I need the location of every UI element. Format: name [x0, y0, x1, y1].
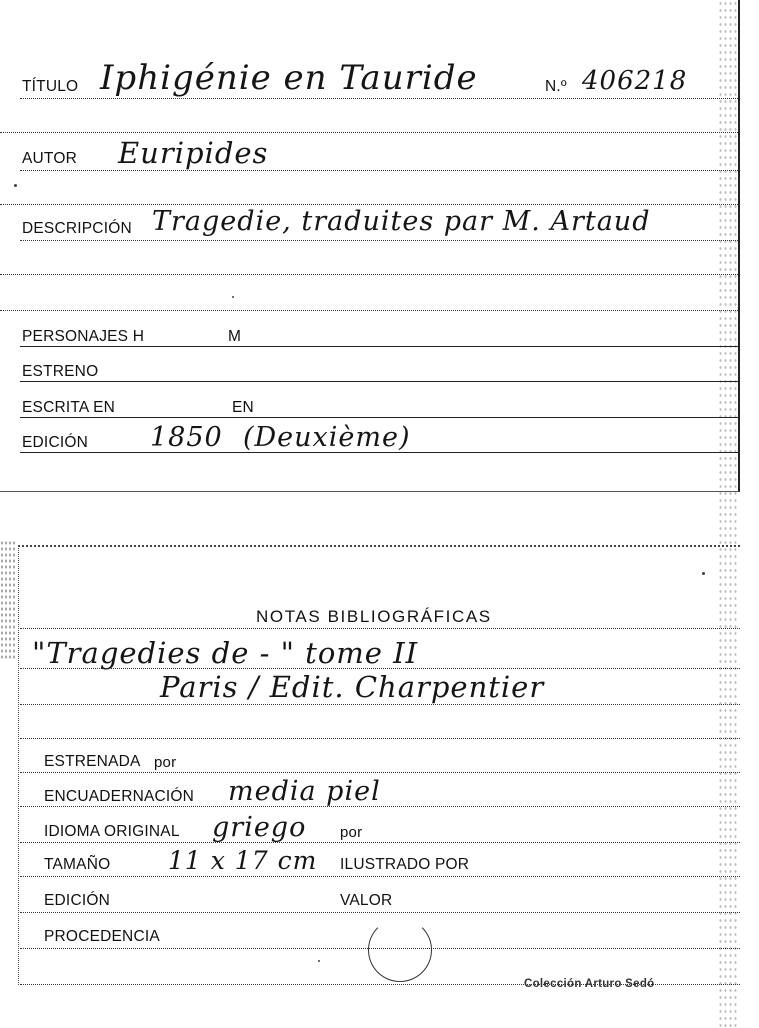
tamano-line [20, 876, 740, 877]
estreno-label: ESTRENO [22, 363, 99, 380]
descripcion-line [20, 240, 738, 241]
descripcion-label: DESCRIPCIÓN [22, 220, 132, 237]
notas-heading: NOTAS BIBLIOGRÁFICAS [256, 607, 492, 626]
notes-line-3-rule [20, 738, 740, 739]
estreno-line [20, 381, 738, 382]
escrita-en-label: ESCRITA EN [22, 399, 116, 416]
en-label: EN [232, 399, 254, 416]
ruled-line-2 [0, 204, 738, 205]
edicion-bottom-line [20, 912, 740, 913]
autor-label: AUTOR [22, 150, 77, 167]
estrenada-por-label: por [154, 754, 177, 771]
tamano-label: TAMAÑO [44, 856, 111, 873]
idioma-por-label: por [340, 824, 363, 841]
edicion-line [20, 452, 738, 453]
procedencia-label: PROCEDENCIA [44, 928, 160, 945]
escrita-en-line [20, 417, 738, 418]
paper-speck [14, 184, 17, 187]
paper-speck [318, 960, 320, 962]
personajes-m-label: M [228, 328, 242, 345]
edicion-label: EDICIÓN [22, 434, 88, 451]
notes-line-1: "Tragedies de - " tome II [32, 636, 419, 670]
tamano-value: 11 x 17 cm [168, 846, 318, 875]
estrenada-label: ESTRENADA [44, 753, 141, 770]
idioma-value: griego [212, 812, 307, 843]
encuadernacion-value: media piel [228, 776, 381, 807]
edicion-year-value: 1850 [150, 422, 223, 453]
paper-speck [232, 296, 234, 298]
numero-label: N.º [545, 78, 567, 95]
autor-line [20, 170, 738, 171]
valor-label: VALOR [340, 892, 393, 909]
personajes-line [20, 346, 738, 347]
numero-value: 406218 [582, 66, 688, 96]
footer-line [20, 984, 740, 985]
paper-edge-texture [0, 540, 16, 660]
encuadernacion-label: ENCUADERNACIÓN [44, 788, 195, 805]
titulo-line [20, 98, 738, 99]
edicion-bottom-label: EDICIÓN [44, 892, 110, 909]
notes-line-2: Paris / Edit. Charpentier [160, 670, 545, 704]
catalog-card-top [0, 0, 740, 492]
paper-speck [702, 572, 705, 575]
collection-footer: Colección Arturo Sedó [524, 978, 655, 990]
idioma-line [20, 842, 740, 843]
notes-line-1-rule [20, 668, 740, 669]
titulo-value: Iphigénie en Tauride [100, 58, 478, 98]
ruled-line-4 [0, 310, 738, 311]
notes-line-2-rule [20, 704, 740, 705]
ruled-line-1 [0, 132, 738, 133]
idioma-label: IDIOMA ORIGINAL [44, 823, 180, 840]
ilustrado-label: ILUSTRADO POR [340, 856, 470, 873]
ruled-line-3 [0, 274, 738, 275]
encuadernacion-line [20, 806, 740, 807]
heading-line [20, 628, 740, 629]
personajes-label: PERSONAJES H [22, 328, 145, 345]
autor-value: Euripides [118, 136, 269, 170]
edicion-note-value: (Deuxième) [243, 422, 411, 453]
descripcion-value: Tragedie, traduites par M. Artaud [152, 206, 651, 237]
estrenada-line [20, 772, 740, 773]
stamp-mark [368, 918, 432, 982]
titulo-label: TÍTULO [22, 78, 79, 95]
